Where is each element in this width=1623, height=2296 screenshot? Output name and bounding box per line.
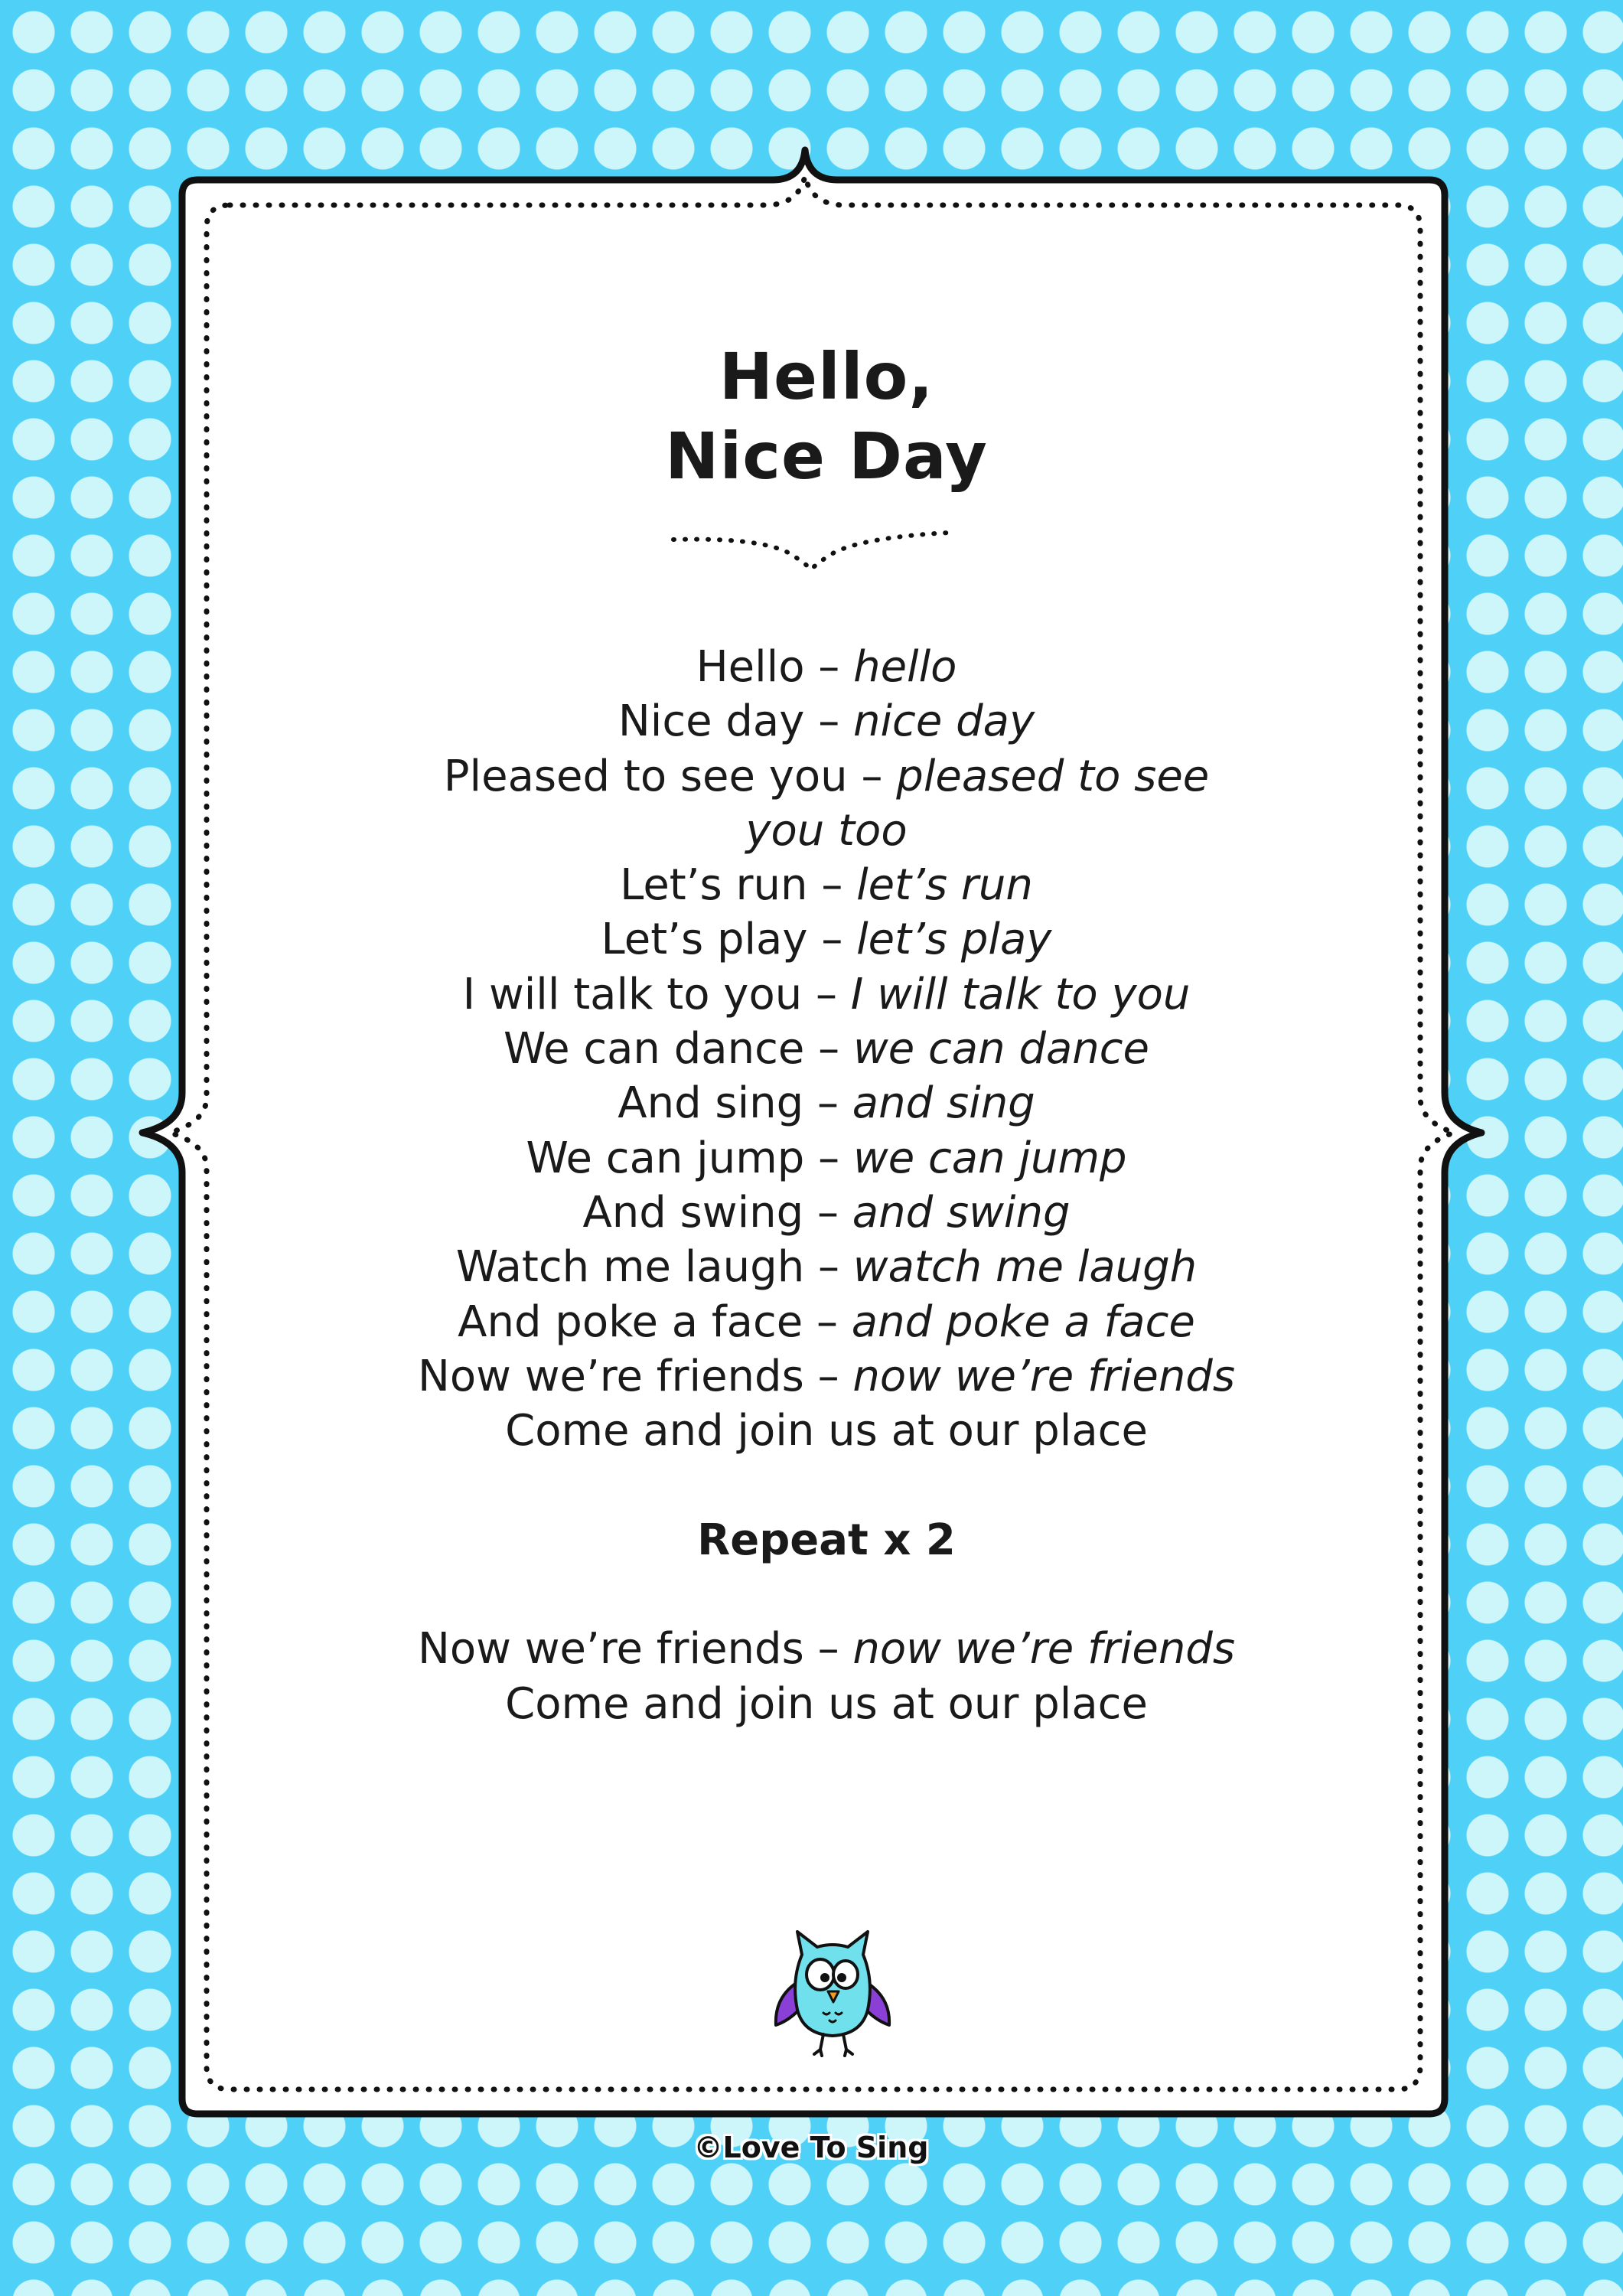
stanza-gap [398, 1567, 1255, 1622]
lyric-echo: let’s run [856, 860, 1033, 911]
lyric-lead: Now we’re friends – [417, 1624, 853, 1675]
song-title-line-2: Nice Day [665, 419, 988, 494]
lyric-line [398, 749, 1255, 859]
lyric-echo: we can dance [852, 1024, 1149, 1075]
lyric-lead: Now we’re friends – [417, 1351, 853, 1401]
owl-icon [767, 1927, 898, 2059]
lyric-lead: Come and join us at our place [505, 1678, 1148, 1729]
lyric-lead: And swing – [582, 1187, 852, 1238]
copyright-text: ©Love To Sing [693, 2131, 929, 2164]
lyric-line [398, 1022, 1255, 1076]
lyric-echo: watch me laugh [852, 1242, 1198, 1293]
repeat-instruction: Repeat x 2 [697, 1515, 956, 1565]
lyric-echo: and sing [852, 1078, 1035, 1129]
lyric-echo: now we’re friends [852, 1351, 1236, 1401]
stanza-gap [398, 1458, 1255, 1512]
lyric-line [398, 1186, 1255, 1240]
lyric-lead: Watch me laugh – [455, 1242, 853, 1293]
lyric-echo: we can jump [852, 1133, 1127, 1183]
lyric-line [398, 1622, 1255, 1676]
lyric-lead: Nice day – [618, 696, 853, 747]
lyric-lead: Pleased to see you – [443, 751, 897, 801]
lyric-line [398, 1240, 1255, 1294]
lyric-line [398, 1349, 1255, 1404]
lyric-line [398, 694, 1255, 748]
lyric-lead: And sing – [618, 1078, 852, 1129]
lyric-echo: hello [853, 642, 957, 692]
lyric-lead: Let’s play – [601, 915, 857, 965]
lyric-echo: I will talk to you [850, 969, 1191, 1019]
lyric-echo: and swing [852, 1187, 1071, 1238]
lyric-line [398, 912, 1255, 967]
lyrics-block [398, 640, 1255, 1731]
song-title [398, 337, 1255, 496]
lyric-lead: We can jump – [526, 1133, 853, 1183]
lyric-line [398, 858, 1255, 912]
lyric-lead: We can dance – [503, 1024, 853, 1075]
lyric-echo: now we’re friends [852, 1624, 1236, 1675]
lyric-line [398, 1295, 1255, 1349]
lyric-echo: and poke a face [851, 1296, 1195, 1347]
lyric-line [398, 1131, 1255, 1186]
lyric-echo: let’s play [856, 915, 1052, 965]
lyric-lead: Hello – [696, 642, 854, 692]
lyric-line [398, 1076, 1255, 1130]
lyric-line [398, 1677, 1255, 1731]
lyric-lead: And poke a face – [458, 1296, 852, 1347]
lyric-lead: I will talk to you – [462, 969, 851, 1019]
lyric-line [398, 640, 1255, 694]
lyric-lead: Come and join us at our place [505, 1406, 1148, 1456]
lyric-echo: pleased to see you too [745, 751, 1210, 856]
lyric-lead: Let’s run – [620, 860, 857, 911]
lyric-echo: nice day [853, 696, 1035, 747]
lyric-line [398, 967, 1255, 1022]
song-title-line-1: Hello, [719, 339, 934, 414]
lyric-line [398, 1404, 1255, 1458]
